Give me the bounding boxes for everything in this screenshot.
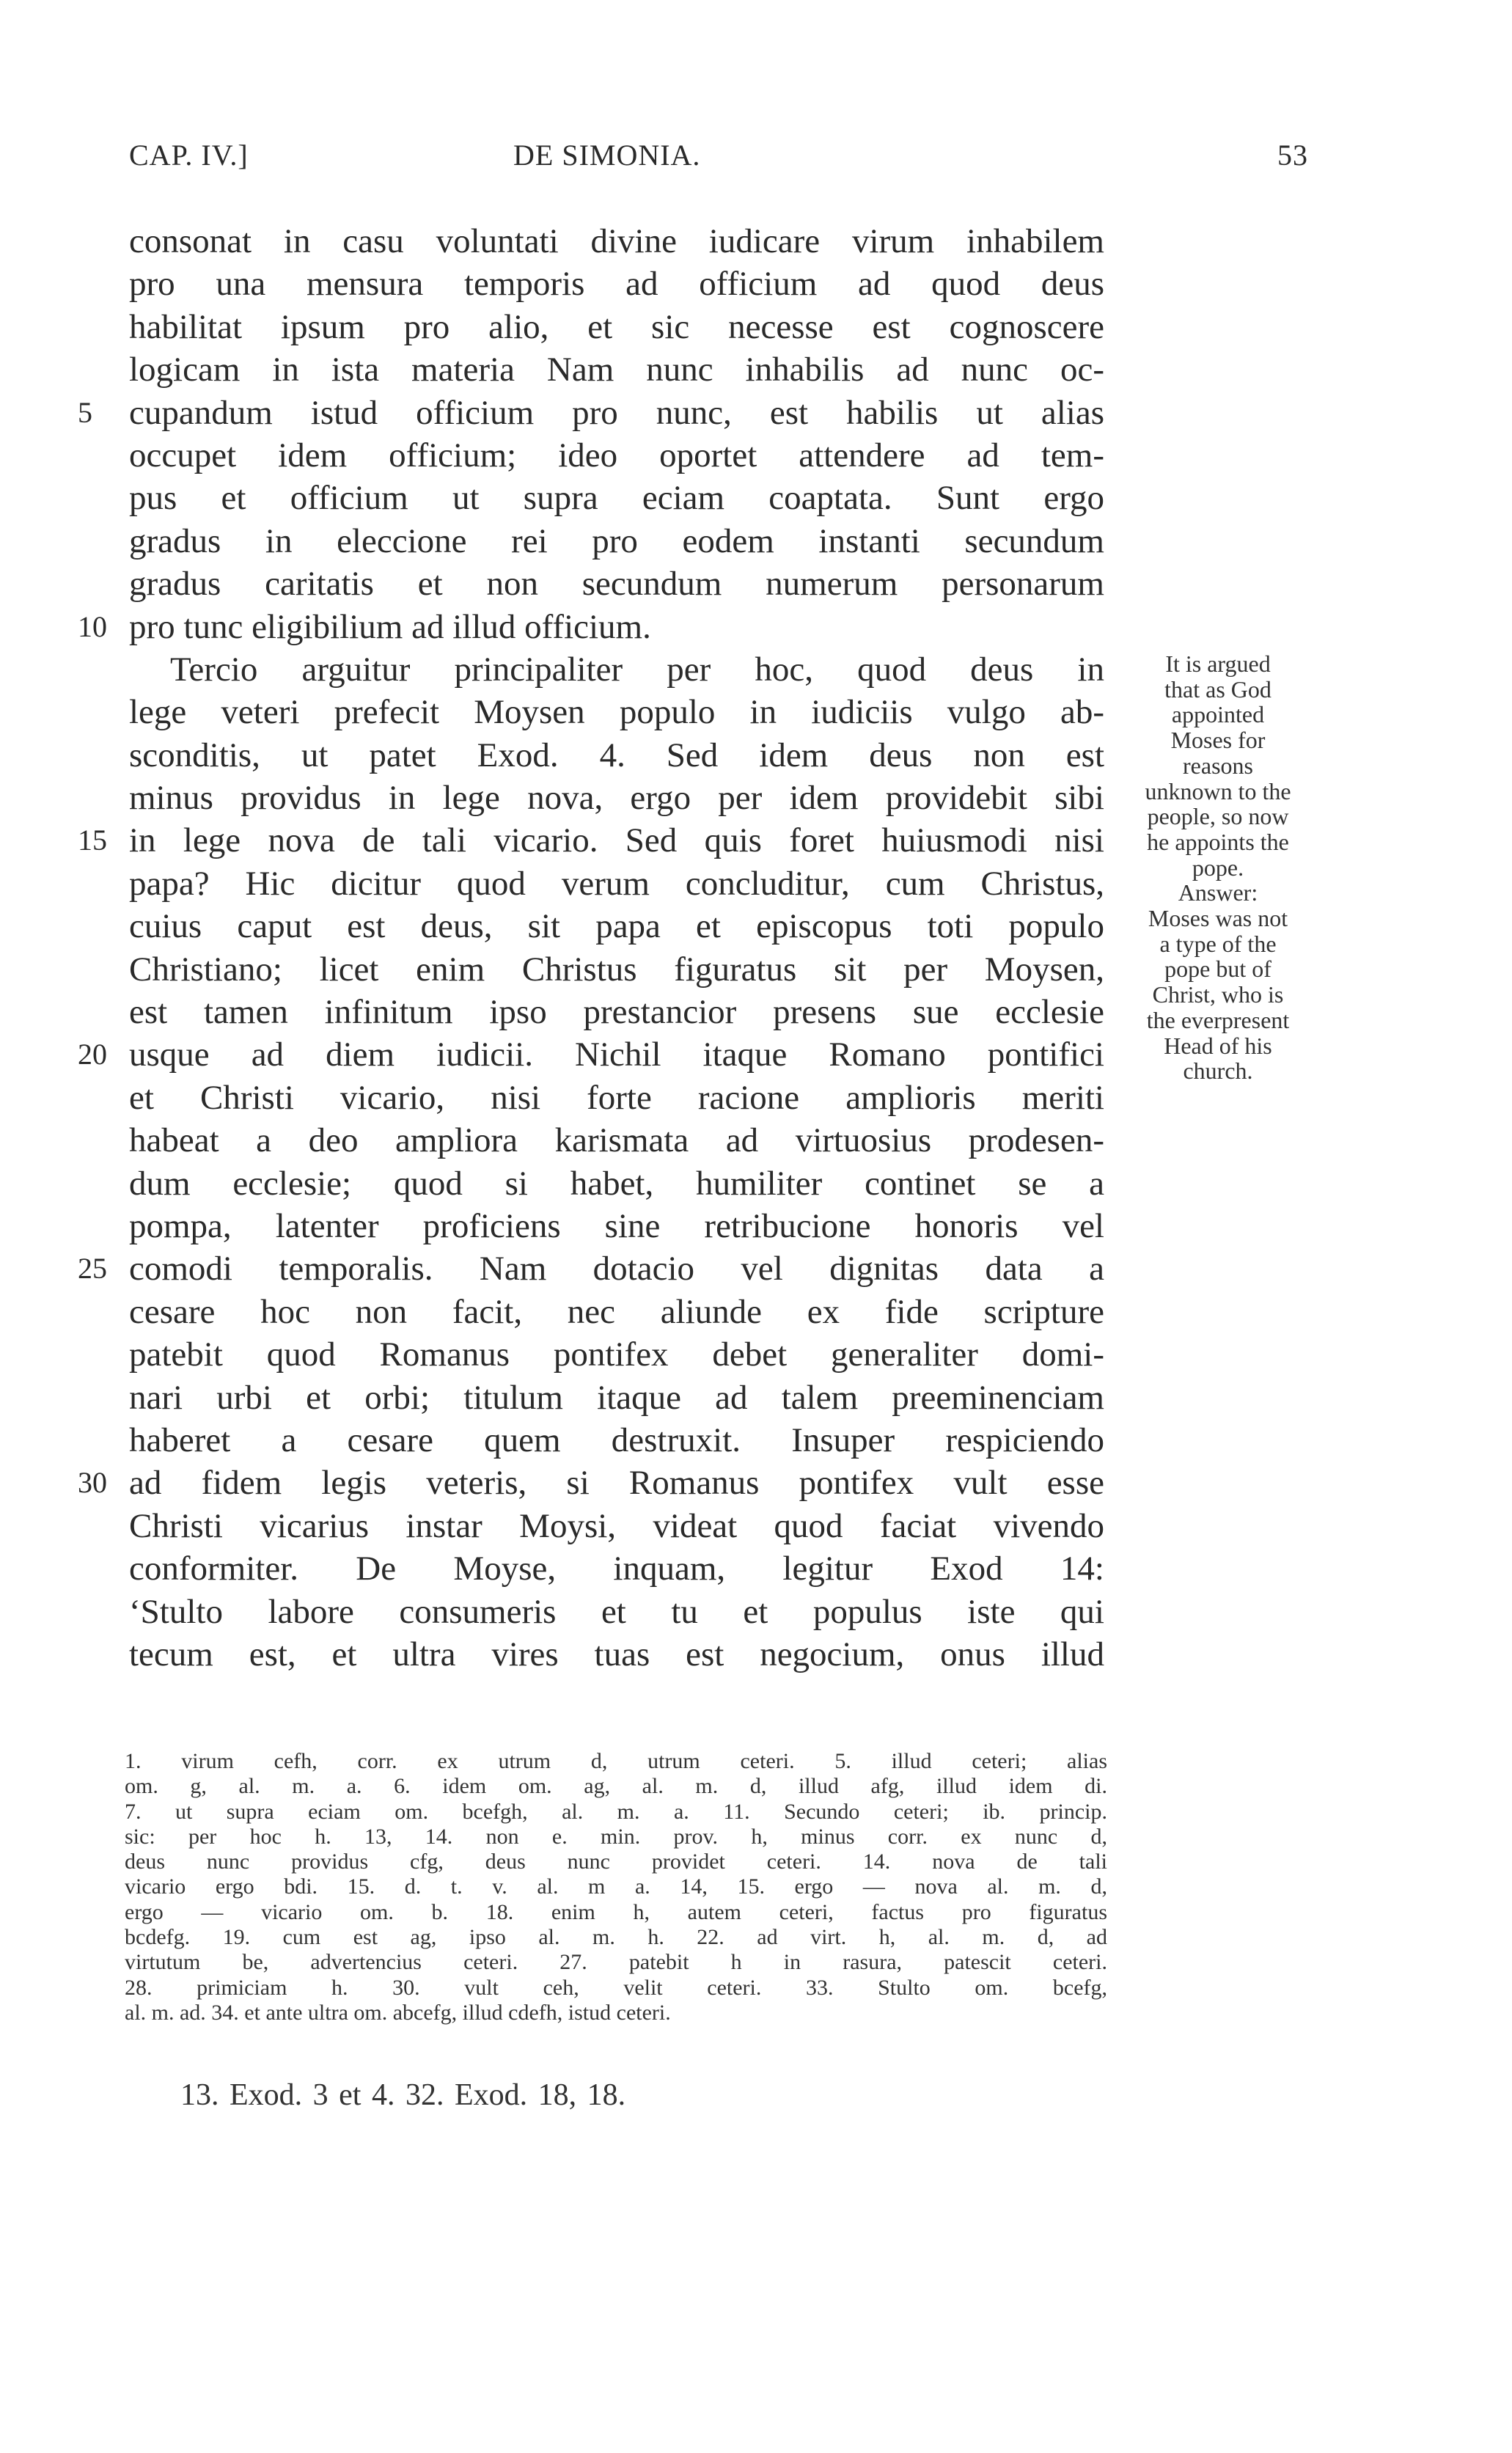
margin-note-line: pope but of <box>1164 956 1271 983</box>
line-number: 20 <box>78 1038 107 1071</box>
running-title: DE SIMONIA. <box>513 139 701 172</box>
text-line <box>129 1419 1104 1462</box>
text-line <box>129 948 1104 991</box>
text-line <box>129 263 1104 305</box>
text-line <box>129 1505 1104 1547</box>
margin-note-line: Moses for <box>1170 727 1266 754</box>
text-line <box>129 1633 1104 1676</box>
text-line <box>129 648 1104 691</box>
line-text: gradus caritatis et non secundum numerum personarum <box>129 565 1104 604</box>
text-line <box>129 1205 1104 1247</box>
text-line <box>129 477 1104 519</box>
margin-note-line: pope. <box>1192 854 1244 881</box>
line-text: in lege nova de tali vicario. Sed quis foret huiusmodi nisi <box>129 821 1104 860</box>
margin-note-line: church. <box>1183 1057 1253 1085</box>
text-line <box>129 1119 1104 1162</box>
chapter-header: CAP. IV.] <box>129 139 249 172</box>
text-line <box>129 991 1104 1033</box>
line-text: cupandum istud officium pro nunc, est habilis ut alias <box>129 393 1104 432</box>
text-line <box>129 1376 1104 1419</box>
footnote-line: om. g, al. m. a. 6. idem om. ag, al. m. d, illud afg, illud idem di. <box>125 1774 1107 1799</box>
margin-note-line: the everpresent <box>1146 1006 1290 1033</box>
line-number: 5 <box>78 395 92 429</box>
line-text: haberet a cesare quem destruxit. Insuper respiciendo <box>129 1420 1104 1459</box>
line-text: occupet idem officium; ideo oportet attendere ad tem- <box>129 436 1104 474</box>
line-text: logicam in ista materia Nam nunc inhabilis ad nunc oc- <box>129 351 1104 389</box>
line-text: ad fidem legis veteris, si Romanus pontifex vult esse <box>129 1464 1104 1503</box>
text-line <box>129 434 1104 477</box>
line-text: Tercio arguitur principaliter per hoc, quod deus in <box>170 650 1104 689</box>
text-line <box>78 1247 1104 1290</box>
text-line <box>129 777 1104 819</box>
text-line <box>129 220 1104 263</box>
line-text: papa? Hic dicitur quod verum concluditur, cum Christus, <box>129 864 1104 903</box>
line-text: et Christi vicario, nisi forte racione amplioris meriti <box>129 1078 1104 1117</box>
margin-note-line: Moses was not <box>1148 905 1288 932</box>
margin-note-line: Christ, who is <box>1152 981 1284 1008</box>
text-line <box>129 306 1104 348</box>
footnote-line: vicario ergo bdi. 15. d. t. v. al. m a. 14, 15. ergo — nova al. m. d, <box>125 1874 1107 1899</box>
margin-note-line: reasons <box>1183 752 1253 779</box>
text-line <box>129 1162 1104 1205</box>
line-text: pus et officium ut supra eciam coaptata. Sunt ergo <box>129 479 1104 518</box>
critical-apparatus <box>125 1749 1107 2025</box>
line-text: lege veteri prefecit Moysen populo in iudiciis vulgo ab- <box>129 693 1104 732</box>
text-line <box>129 1591 1104 1633</box>
text-line <box>78 819 1104 862</box>
text-line <box>78 1462 1104 1504</box>
line-text: pompa, latenter proficiens sine retribucione honoris vel <box>129 1206 1104 1245</box>
line-text: Christiano; licet enim Christus figuratus sit per Moysen, <box>129 950 1104 989</box>
footnote-line: 1. virum cefh, corr. ex utrum d, utrum ceteri. 5. illud ceteri; alias <box>125 1749 1107 1773</box>
margin-note-line: he appoints the <box>1147 828 1289 855</box>
text-line <box>129 1333 1104 1376</box>
line-text: consonat in casu voluntati divine iudicare virum inhabilem <box>129 222 1104 260</box>
footnote-line: deus nunc providus cfg, deus nunc providet ceteri. 14. nova de tali <box>125 1849 1107 1874</box>
text-line <box>129 905 1104 947</box>
line-text: sconditis, ut patet Exod. 4. Sed idem deus non est <box>129 736 1104 774</box>
text-line <box>78 1033 1104 1076</box>
margin-note-line: unknown to the <box>1145 777 1291 804</box>
line-text: dum ecclesie; quod si habet, humiliter continet se a <box>129 1164 1104 1203</box>
line-number: 10 <box>78 609 107 643</box>
footnote-line: sic: per hoc h. 13, 14. non e. min. prov. h, minus corr. ex nunc d, <box>125 1824 1107 1849</box>
line-text: comodi temporalis. Nam dotacio vel dignitas data a <box>129 1250 1104 1288</box>
text-line <box>78 392 1104 434</box>
footnote-line: 7. ut supra eciam om. bcefgh, al. m. a. 11. Secundo ceteri; ib. princip. <box>125 1799 1107 1824</box>
scripture-references: 13. Exod. 3 et 4. 32. Exod. 18, 18. <box>180 2078 626 2112</box>
footnote-line: 28. primiciam h. 30. vult ceh, velit ceteri. 33. Stulto om. bcefg, <box>125 1975 1107 2000</box>
margin-note-line: Answer: <box>1178 879 1258 906</box>
text-line <box>129 520 1104 562</box>
footnote-line: ergo — vicario om. b. 18. enim h, autem ceteri, factus pro figuratus <box>125 1899 1107 1924</box>
margin-note-line: a type of the <box>1159 930 1277 957</box>
margin-note-line: appointed <box>1171 701 1265 728</box>
footnote-line: virtutum be, advertencius ceteri. 27. patebit h in rasura, patescit ceteri. <box>125 1950 1107 1975</box>
line-number: 15 <box>78 824 107 857</box>
marginal-summary <box>1112 651 1324 1084</box>
page-number: 53 <box>1277 139 1308 172</box>
text-line <box>129 1291 1104 1333</box>
margin-note-line: people, so now <box>1147 803 1289 830</box>
line-text: pro una mensura temporis ad officium ad quod deus <box>129 265 1104 304</box>
text-line <box>129 1077 1104 1119</box>
line-text: cesare hoc non facit, nec aliunde ex fide scripture <box>129 1292 1104 1331</box>
text-line <box>129 562 1104 605</box>
line-text: est tamen infinitum ipso prestancior presens sue ecclesie <box>129 993 1104 1032</box>
line-text: habilitat ipsum pro alio, et sic necesse est cognoscere <box>129 307 1104 346</box>
line-text: tecum est, et ultra vires tuas est negocium, onus illud <box>129 1635 1104 1673</box>
text-line <box>129 734 1104 777</box>
line-text: minus providus in lege nova, ergo per idem providebit sibi <box>129 779 1104 818</box>
main-text <box>78 220 1104 1676</box>
line-text: conformiter. De Moyse, inquam, legitur Exod 14: <box>129 1550 1104 1588</box>
line-text: cuius caput est deus, sit papa et episcopus toti populo <box>129 907 1104 946</box>
line-text: patebit quod Romanus pontifex debet generaliter domi- <box>129 1335 1104 1374</box>
line-text: usque ad diem iudicii. Nichil itaque Romano pontifici <box>129 1035 1104 1074</box>
margin-note-line: Head of his <box>1164 1032 1272 1059</box>
line-text: habeat a deo ampliora karismata ad virtuosius prodesen- <box>129 1121 1104 1160</box>
line-text: nari urbi et orbi; titulum itaque ad talem preeminenciam <box>129 1378 1104 1417</box>
line-number: 25 <box>78 1252 107 1286</box>
text-line <box>129 348 1104 391</box>
footnote-line: bcdefg. 19. cum est ag, ipso al. m. h. 22. ad virt. h, al. m. d, ad <box>125 1925 1107 1950</box>
line-text: ‘Stulto labore consumeris et tu et populus iste qui <box>129 1592 1104 1631</box>
footnote-line: al. m. ad. 34. et ante ultra om. abcefg, illud cdefh, istud ceteri. <box>125 2000 671 2025</box>
line-text: pro tunc eligibilium ad illud officium. <box>129 607 651 646</box>
text-line <box>78 606 1104 648</box>
line-text: Christi vicarius instar Moysi, videat quod faciat vivendo <box>129 1506 1104 1545</box>
text-line <box>129 862 1104 905</box>
line-text: gradus in eleccione rei pro eodem instanti secundum <box>129 521 1104 560</box>
text-line <box>129 1547 1104 1590</box>
text-line <box>129 691 1104 733</box>
margin-note-line: that as God <box>1164 675 1271 703</box>
line-number: 30 <box>78 1466 107 1500</box>
margin-note-line: It is argued <box>1165 650 1271 677</box>
